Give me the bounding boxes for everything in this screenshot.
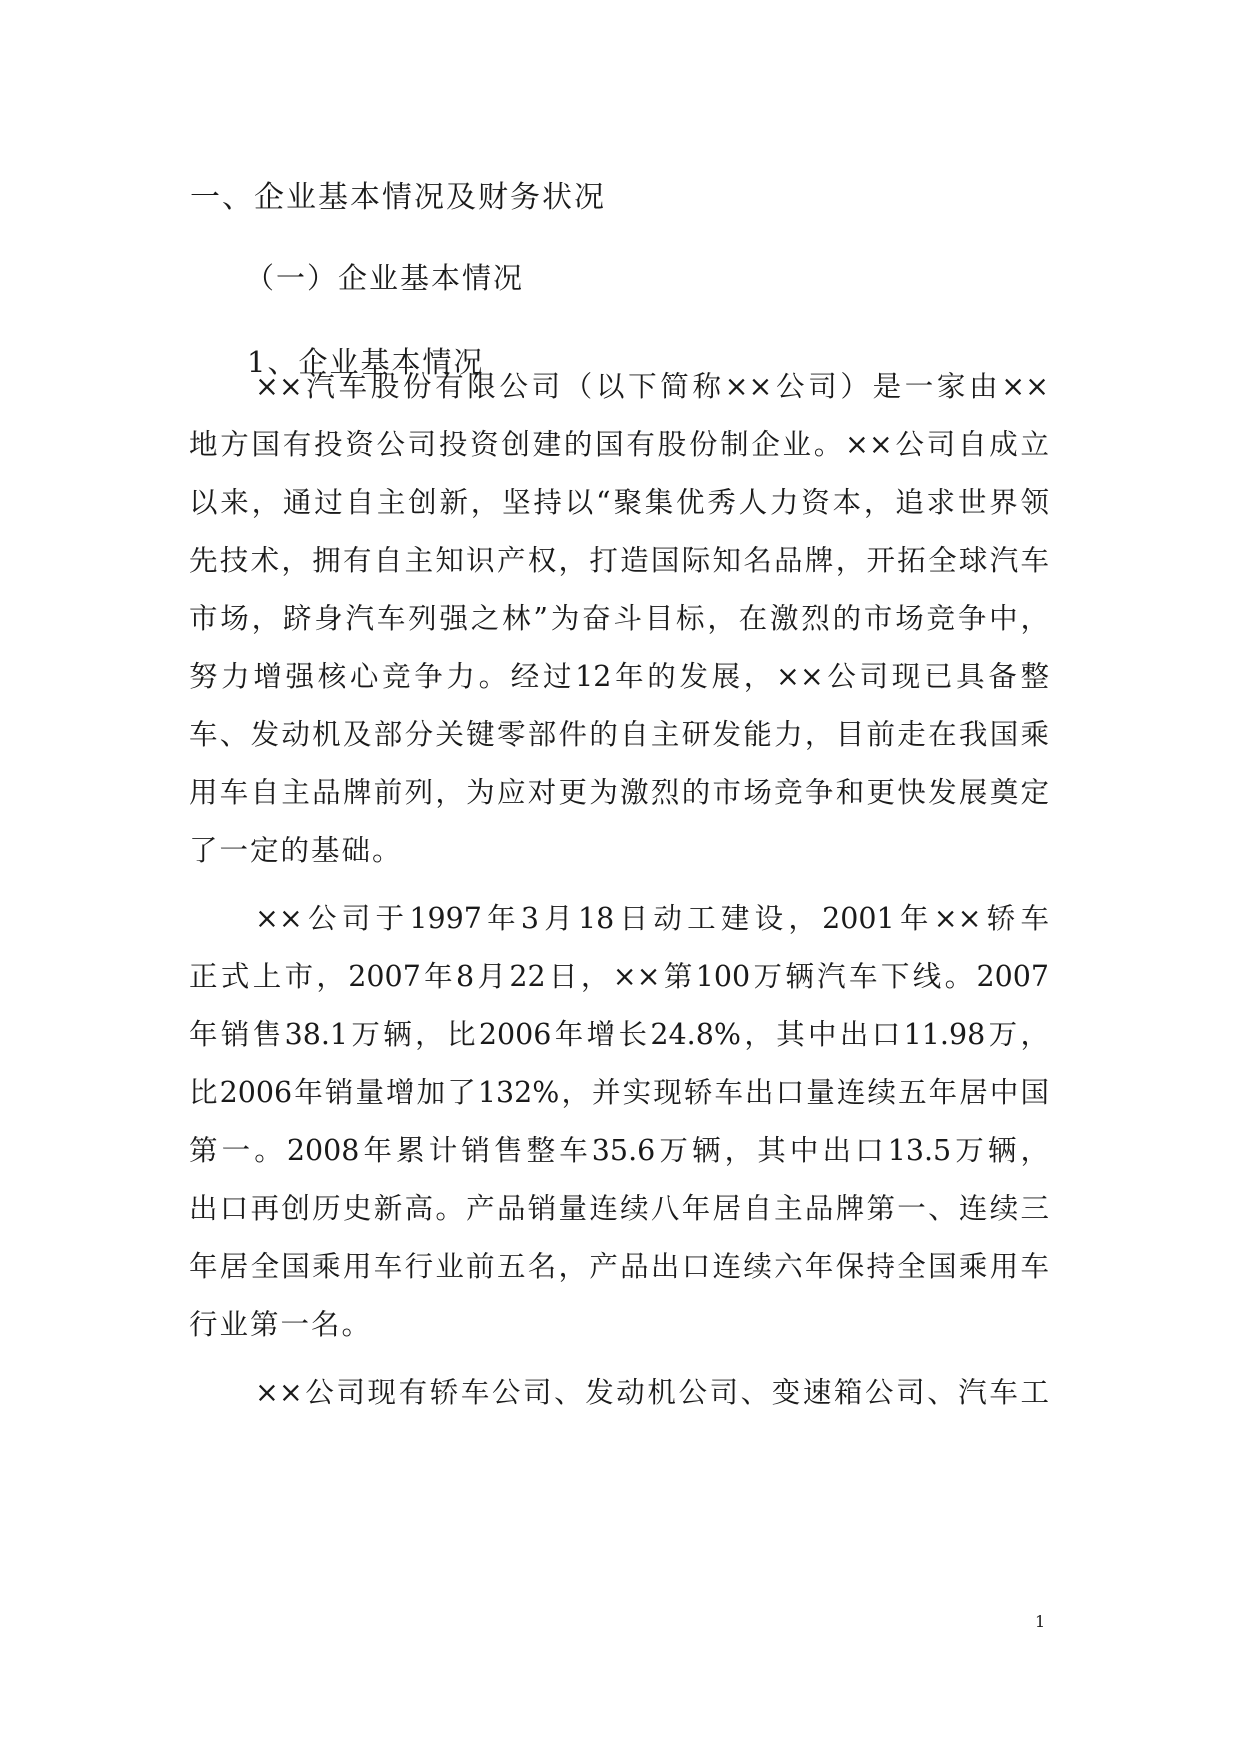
paragraph-2-line: 行业第一名。: [189, 1308, 373, 1341]
paragraph-1-line: ××汽车股份有限公司（以下简称××公司）是一家由××: [255, 370, 1049, 403]
paragraph-3-line: ××公司现有轿车公司、发动机公司、变速箱公司、汽车工: [255, 1376, 1049, 1409]
paragraph-1-line: 了一定的基础。: [189, 834, 403, 867]
subsection-heading: （一）企业基本情况: [245, 261, 525, 295]
paragraph-2-line: 出口再创历史新高。产品销量连续八年居自主品牌第一、连续三: [189, 1192, 1049, 1225]
section-heading: 一、企业基本情况及财务状况: [190, 180, 606, 215]
paragraph-1-line: 地方国有投资公司投资创建的国有股份制企业。××公司自成立: [189, 428, 1049, 461]
paragraph-1-line: 努力增强核心竞争力。经过12年的发展，××公司现已具备整: [189, 660, 1049, 693]
paragraph-1-line: 以来，通过自主创新，坚持以“聚集优秀人力资本，追求世界领: [189, 486, 1049, 519]
paragraph-1-line: 用车自主品牌前列，为应对更为激烈的市场竞争和更快发展奠定: [189, 776, 1049, 809]
subsubsection-heading: 1、企业基本情况: [247, 345, 485, 379]
paragraph-2-line: 正式上市，2007年8月22日，××第100万辆汽车下线。2007: [189, 960, 1049, 993]
paragraph-2-line: 年居全国乘用车行业前五名，产品出口连续六年保持全国乘用车: [189, 1250, 1049, 1283]
paragraph-1-line: 车、发动机及部分关键零部件的自主研发能力，目前走在我国乘: [189, 718, 1049, 751]
page-number: 1: [1035, 1612, 1046, 1631]
paragraph-2-line: ××公司于1997年3月18日动工建设，2001年××轿车: [255, 902, 1049, 935]
paragraph-1-line: 先技术，拥有自主知识产权，打造国际知名品牌，开拓全球汽车: [189, 544, 1049, 577]
paragraph-1-line: 市场，跻身汽车列强之林”为奋斗目标，在激烈的市场竞争中，: [189, 602, 1049, 635]
paragraph-2-line: 第一。2008年累计销售整车35.6万辆，其中出口13.5万辆，: [189, 1134, 1049, 1167]
paragraph-2-line: 年销售38.1万辆，比2006年增长24.8%，其中出口11.98万，: [189, 1018, 1049, 1051]
paragraph-2-line: 比2006年销量增加了132%，并实现轿车出口量连续五年居中国: [189, 1076, 1049, 1109]
